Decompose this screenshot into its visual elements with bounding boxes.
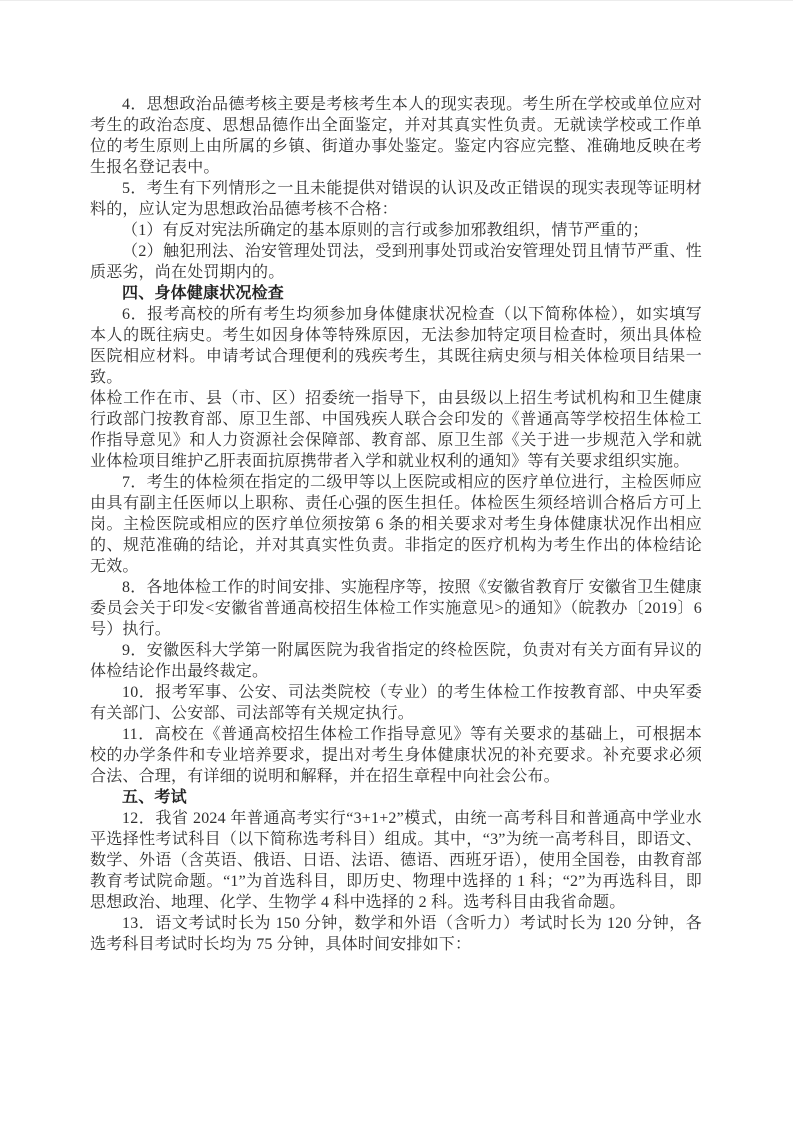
paragraph-item-5: 5．考生有下列情形之一且未能提供对错误的认识及改正错误的现实表现等证明材料的，应认定为思想政治品德考核不合格： xyxy=(90,180,702,218)
paragraph-item-11: 11．高校在《普通高校招生体检工作指导意见》等有关要求的基础上，可根据本校的办学条件和专业培养要求，提出对考生身体健康状况的补充要求。补充要求必须合法、合理，有详细的说明和解释，并在招生章程中向社会公布。 xyxy=(90,726,702,785)
section-heading-examination: 五、考试 xyxy=(122,789,187,806)
paragraph-item-13: 13．语文考试时长为 150 分钟，数学和外语（含听力）考试时长为 120 分钟，各选考科目考试时长均为 75 分钟，具体时间安排如下： xyxy=(90,915,702,953)
paragraph-item-9: 9．安徽医科大学第一附属医院为我省指定的终检医院，负责对有关方面有异议的体检结论作出最终裁定。 xyxy=(90,642,702,680)
paragraph-exam-organization: 体检工作在市、县（市、区）招委统一指导下，由县级以上招生考试机构和卫生健康行政部门按教育部、原卫生部、中国残疾人联合会印发的《普通高等学校招生体检工作指导意见》和人力资源社会保障部、教育部、原卫生部《关于进一步规范入学和就业体检项目维护乙肝表面抗原携带者入学和就业权利的通知》等有关要求组织实施。 xyxy=(90,390,702,470)
paragraph-item-8: 8．各地体检工作的时间安排、实施程序等，按照《安徽省教育厅 安徽省卫生健康委员会关于印发<安徽省普通高校招生体检工作实施意见>的通知》（皖教办〔2019〕6 号）执行。 xyxy=(90,579,702,638)
paragraph-item-10: 10．报考军事、公安、司法类院校（专业）的考生体检工作按教育部、中央军委有关部门、公安部、司法部等有关规定执行。 xyxy=(90,684,702,722)
paragraph-item-5-sub-2: （2）触犯刑法、治安管理处罚法，受到刑事处罚或治安管理处罚且情节严重、性质恶劣，尚在处罚期内的。 xyxy=(90,243,702,281)
section-heading-physical-exam: 四、身体健康状况检查 xyxy=(122,285,285,302)
paragraph-item-12: 12．我省 2024 年普通高考实行“3+1+2”模式，由统一高考科目和普通高中学业水平选择性考试科目（以下简称选考科目）组成。其中，“3”为统一高考科目，即语文、数学、外语（含英语、俄语、日语、法语、德语、西班牙语），使用全国卷，由教育部教育考试院命题。“1”为首选科目，即历史、物理中选择的 1 科；“2”为再选科目，即思想政治、地理、化学、生物学 4 科中选择的 2 科。选考科目由我省命题。 xyxy=(90,810,702,911)
paragraph-item-6: 6．报考高校的所有考生均须参加身体健康状况检查（以下简称体检），如实填写本人的既往病史。考生如因身体等特殊原因，无法参加特定项目检查时，须出具体检医院相应材料。申请考试合理便利的残疾考生，其既往病史须与相关体检项目结果一致。 xyxy=(90,306,702,386)
document-content xyxy=(90,94,702,955)
paragraph-item-5-sub-1: （1）有反对宪法所确定的基本原则的言行或参加邪教组织，情节严重的； xyxy=(122,222,649,239)
paragraph-item-4: 4．思想政治品德考核主要是考核考生本人的现实表现。考生所在学校或单位应对考生的政治态度、思想品德作出全面鉴定，并对其真实性负责。无就读学校或工作单位的考生原则上由所属的乡镇、街道办事处鉴定。鉴定内容应完整、准确地反映在考生报名登记表中。 xyxy=(90,96,702,176)
paragraph-item-7: 7．考生的体检须在指定的二级甲等以上医院或相应的医疗单位进行，主检医师应由具有副主任医师以上职称、责任心强的医生担任。体检医生须经培训合格后方可上岗。主检医院或相应的医疗单位须按第 6 条的相关要求对考生身体健康状况作出相应的、规范准确的结论，并对其真实性负责。非指定的医疗机构为考生作出的体检结论无效。 xyxy=(90,474,702,575)
